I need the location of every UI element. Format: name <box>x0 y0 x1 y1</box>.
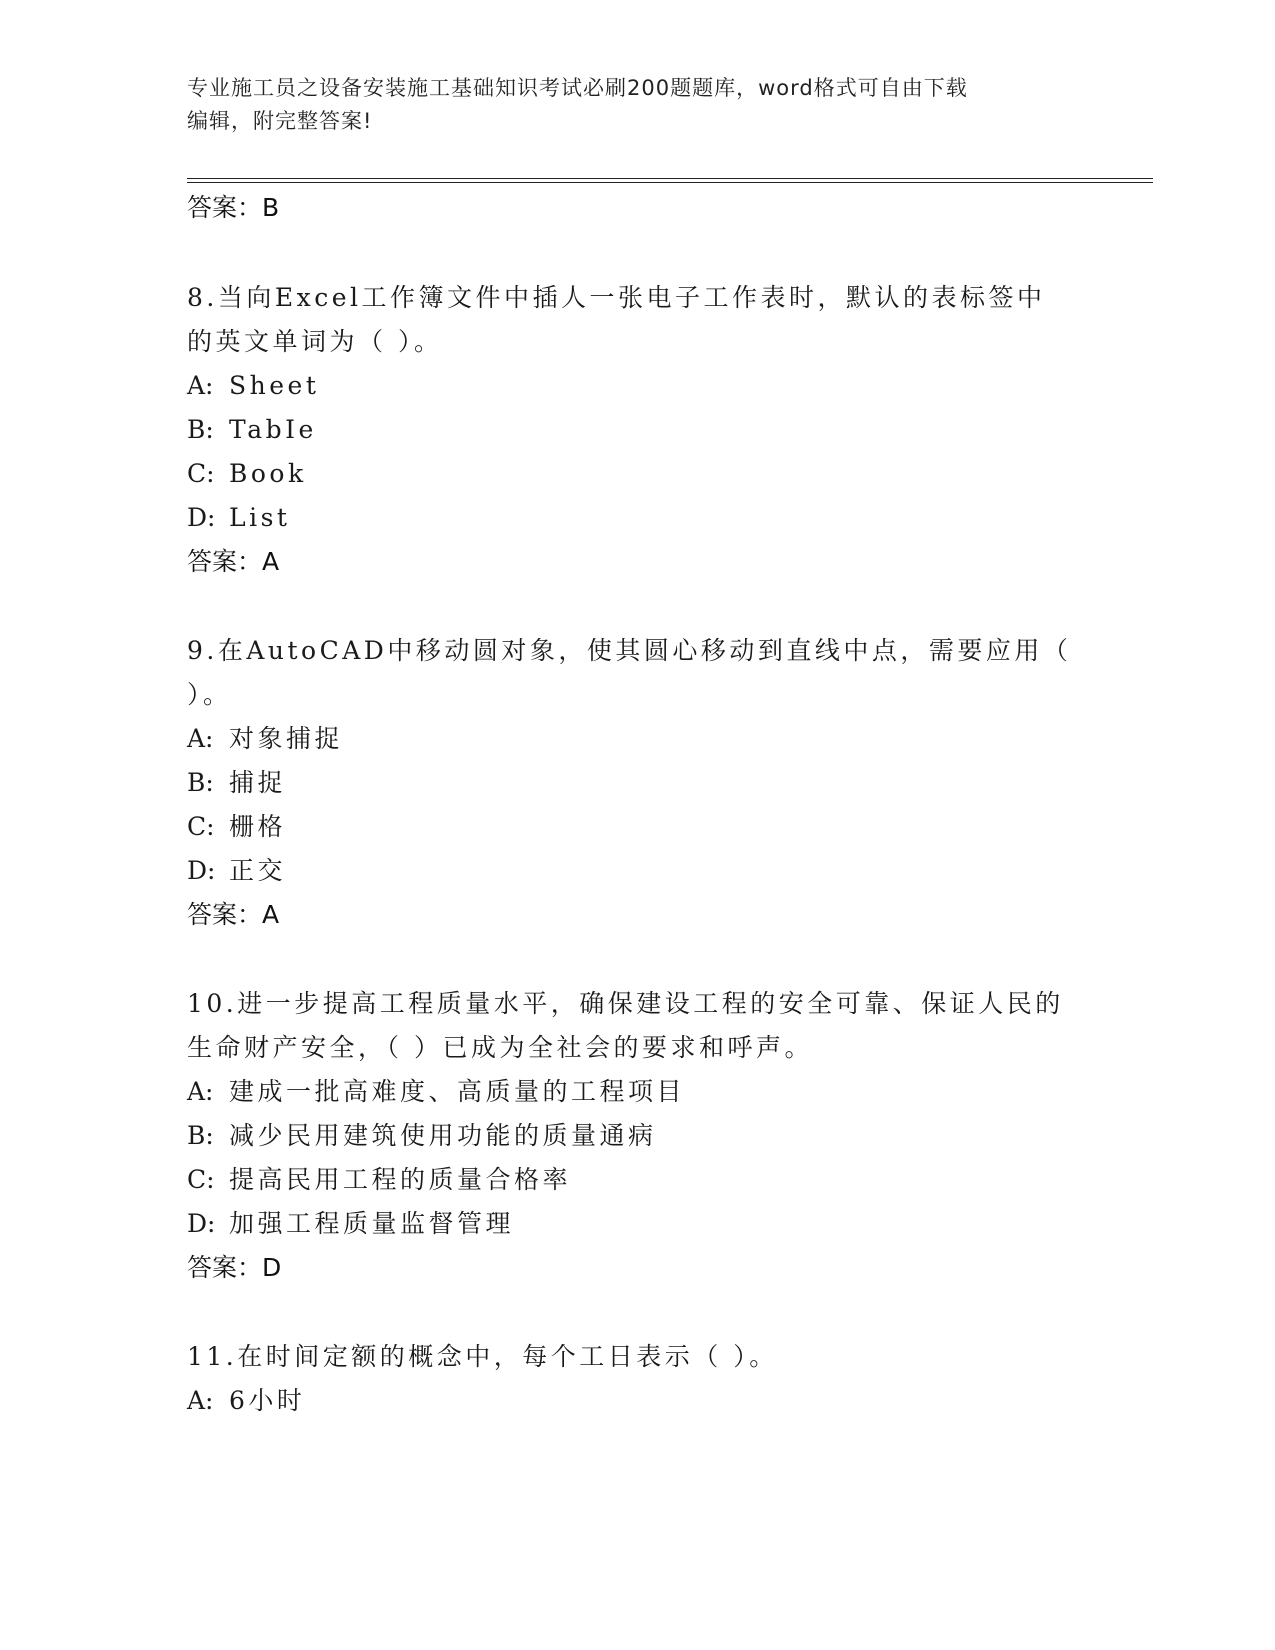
option-label: C: <box>187 1165 215 1194</box>
option-label: D: <box>187 503 216 532</box>
answer-q8: 答案：A <box>187 547 280 576</box>
question-8-line-1: 8.当向Excel工作簿文件中插人一张电子工作表时，默认的表标签中 <box>187 283 1046 312</box>
option-label: A: <box>187 371 214 400</box>
question-9-option-b <box>187 766 286 800</box>
question-8-option-a <box>187 369 319 403</box>
question-8-option-d <box>187 501 290 535</box>
option-text: Book <box>229 459 307 488</box>
question-10-option-b <box>187 1119 657 1153</box>
question-10-line-2: 生命财产安全，（ ）已成为全社会的要求和呼声。 <box>187 1033 813 1062</box>
header-title-line-1: 专业施工员之设备安装施工基础知识考试必刷200题题库，word格式可自由下载 <box>187 76 968 100</box>
option-label: A: <box>187 1077 214 1106</box>
header-title-line-2: 编辑，附完整答案! <box>187 109 373 133</box>
option-label: C: <box>187 459 215 488</box>
question-8-line-2: 的英文单词为（ ）。 <box>187 327 443 356</box>
question-10-option-c <box>187 1163 571 1197</box>
question-9-option-d <box>187 854 286 888</box>
option-text: 减少民用建筑使用功能的质量通病 <box>229 1121 657 1150</box>
question-8-option-b <box>187 413 317 447</box>
option-text: List <box>229 503 291 532</box>
option-label: C: <box>187 812 215 841</box>
option-label: B: <box>187 1121 214 1150</box>
question-9-option-a <box>187 722 343 756</box>
question-10-option-a <box>187 1075 685 1109</box>
answer-q7: 答案：B <box>187 193 280 222</box>
option-text: 加强工程质量监督管理 <box>229 1209 515 1238</box>
option-label: B: <box>187 415 214 444</box>
option-text: 栅格 <box>229 812 287 841</box>
option-label: A: <box>187 1386 214 1415</box>
question-10-line-1: 10.进一步提高工程质量水平，确保建设工程的安全可靠、保证人民的 <box>187 989 1064 1018</box>
question-10-option-d <box>187 1207 514 1241</box>
option-text: 正交 <box>229 856 287 885</box>
option-label: A: <box>187 724 214 753</box>
question-11-option-a <box>187 1384 305 1418</box>
option-label: B: <box>187 768 214 797</box>
option-text: 建成一批高难度、高质量的工程项目 <box>229 1077 686 1106</box>
document-header <box>187 72 1087 138</box>
header-rule-top <box>187 178 1153 179</box>
option-label: D: <box>187 1209 216 1238</box>
header-rule-bottom <box>187 182 1153 183</box>
option-text: 对象捕捉 <box>229 724 344 753</box>
answer-q9: 答案：A <box>187 900 280 929</box>
option-text: 捕捉 <box>229 768 287 797</box>
option-text: Sheet <box>229 371 320 400</box>
option-text: TabIe <box>229 415 317 444</box>
option-text: 提高民用工程的质量合格率 <box>229 1165 572 1194</box>
answer-q10: 答案：D <box>187 1253 282 1282</box>
question-11-line-1: 11.在时间定额的概念中，每个工日表示（ ）。 <box>187 1342 778 1371</box>
question-9-line-2: ）。 <box>187 680 232 709</box>
option-label: D: <box>187 856 216 885</box>
option-text: 6小时 <box>229 1386 306 1415</box>
question-8-option-c <box>187 457 307 491</box>
question-9-option-c <box>187 810 286 844</box>
question-9-line-1: 9.在AutoCAD中移动圆对象，使其圆心移动到直线中点，需要应用（ <box>187 636 1072 665</box>
